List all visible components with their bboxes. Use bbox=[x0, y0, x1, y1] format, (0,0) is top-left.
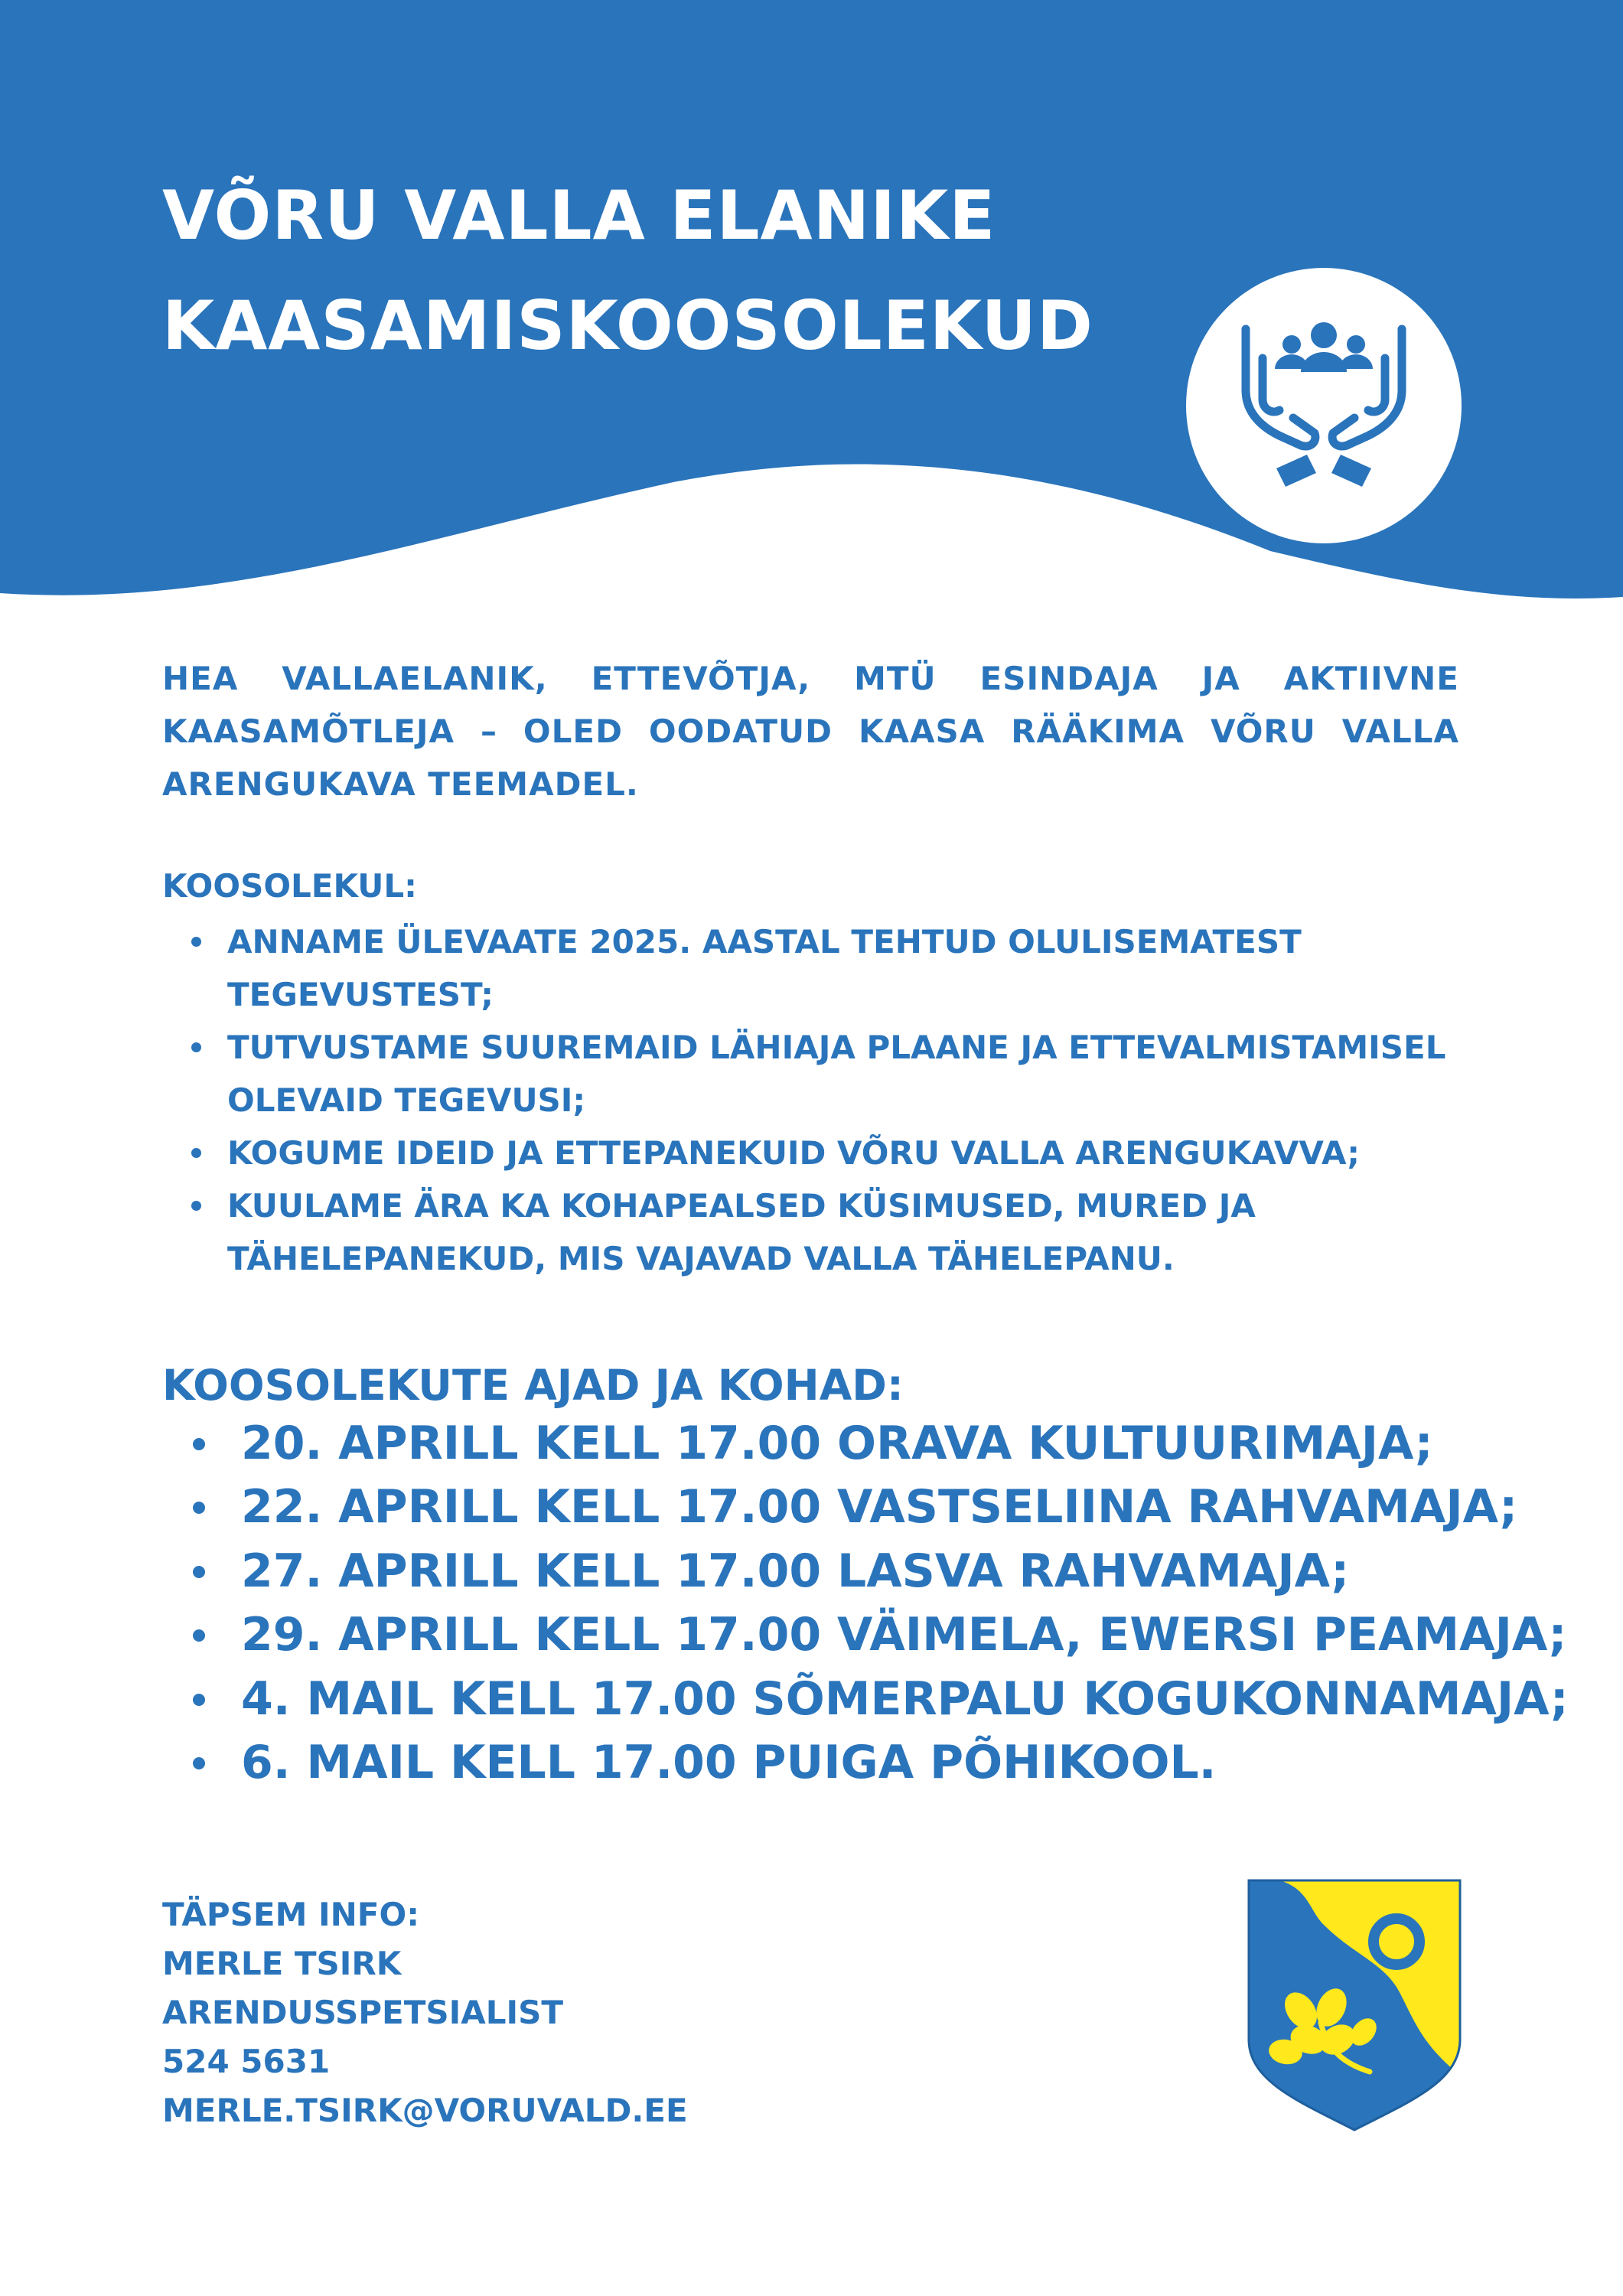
contact-phone: 524 5631 bbox=[162, 2043, 331, 2080]
schedule-label: KOOSOLEKUTE AJAD JA KOHAD: bbox=[162, 1361, 904, 1410]
agenda-list bbox=[162, 915, 1478, 1285]
contact-role: ARENDUSSPETSIALIST bbox=[162, 1994, 564, 2031]
intro-paragraph: HEA VALLAELANIK, ETTEVÕTJA, MTÜ ESINDAJA JA AKTIIVNE KAASAMÕTLEJA – OLED OODATUD KAASA RÄÄKIMA VÕRU VALLA ARENGUKAVA TEEMADEL. bbox=[162, 660, 1459, 803]
list-item: 4. MAIL KELL 17.00 SÕMERPALU KOGUKONNAMAJA; bbox=[162, 1668, 1501, 1731]
contact-email: MERLE.TSIRK@VORUVALD.EE bbox=[162, 2092, 688, 2129]
list-item: 6. MAIL KELL 17.00 PUIGA PÕHIKOOL. bbox=[162, 1731, 1501, 1795]
list-item: KOGUME IDEID JA ETTEPANEKUID VÕRU VALLA ARENGUKAVVA; bbox=[162, 1127, 1478, 1179]
meeting-label: KOOSOLEKUL: bbox=[162, 867, 417, 905]
coat-of-arms-icon bbox=[1247, 1879, 1469, 2131]
list-item: TUTVUSTAME SUUREMAID LÄHIAJA PLAANE JA ETTEVALMISTAMISEL OLEVAID TEGEVUSI; bbox=[162, 1021, 1478, 1127]
list-item: 20. APRILL KELL 17.00 ORAVA KULTUURIMAJA; bbox=[162, 1412, 1501, 1476]
list-item: ANNAME ÜLEVAATE 2025. AASTAL TEHTUD OLULISEMATEST TEGEVUSTEST; bbox=[162, 915, 1478, 1021]
community-hands-icon bbox=[1186, 268, 1462, 543]
list-item: KUULAME ÄRA KA KOHAPEALSED KÜSIMUSED, MURED JA TÄHELEPANEKUD, MIS VAJAVAD VALLA TÄHELEPANU. bbox=[162, 1179, 1478, 1285]
page-title bbox=[162, 161, 1157, 381]
list-item: 27. APRILL KELL 17.00 LASVA RAHVAMAJA; bbox=[162, 1540, 1501, 1603]
contact-block bbox=[162, 1890, 688, 2135]
title-line-1: VÕRU VALLA ELANIKE bbox=[162, 176, 996, 255]
list-item: 29. APRILL KELL 17.00 VÄIMELA, EWERSI PEAMAJA; bbox=[162, 1603, 1501, 1667]
schedule-list bbox=[162, 1412, 1569, 1795]
contact-label: TÄPSEM INFO: bbox=[162, 1896, 419, 1933]
list-item: 22. APRILL KELL 17.00 VASTSELIINA RAHVAMAJA; bbox=[162, 1476, 1501, 1539]
contact-name: MERLE TSIRK bbox=[162, 1945, 402, 1982]
emblem-circle bbox=[1186, 268, 1462, 543]
title-line-2: KAASAMISKOOSOLEKUD bbox=[162, 286, 1093, 365]
